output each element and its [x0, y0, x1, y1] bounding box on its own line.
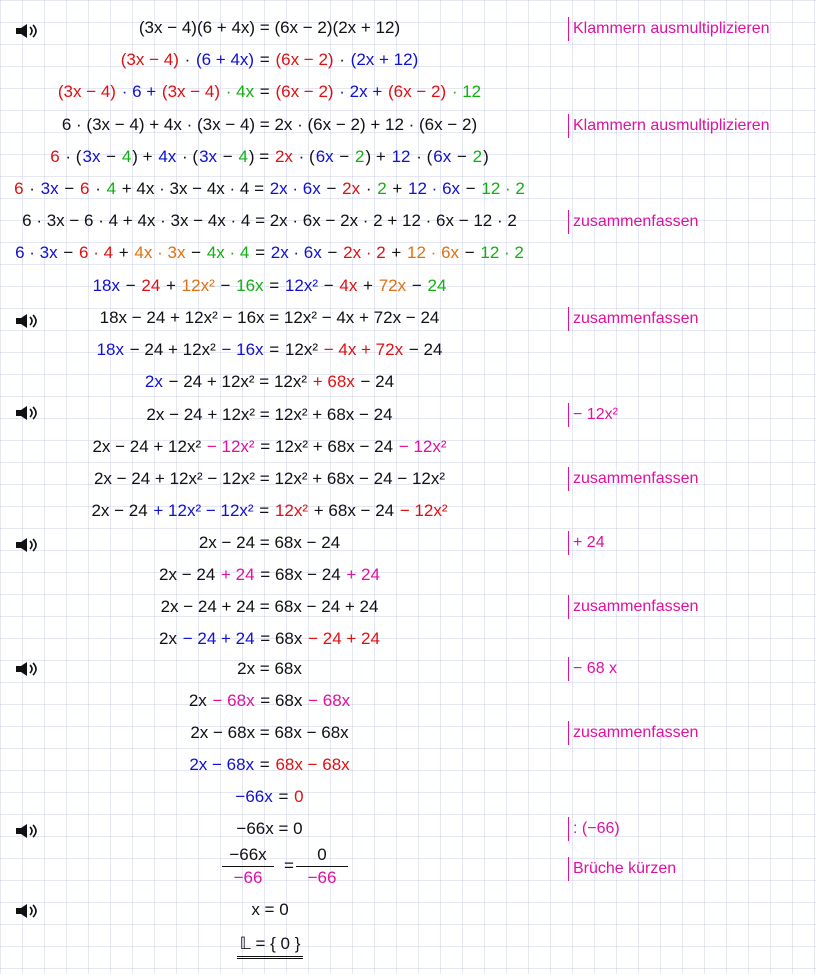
equation-term: 12 · 2: [481, 179, 525, 198]
equation-line: [0, 16, 540, 40]
equation-term: 12x²: [284, 276, 318, 295]
equation-term: · (: [411, 147, 433, 166]
equation-term: · (: [177, 147, 199, 166]
equation-term: 6: [50, 147, 60, 166]
equation-term: ·: [334, 50, 350, 69]
equation-term: − 4x + 72x: [318, 340, 404, 359]
equation-term: ) =: [248, 147, 274, 166]
equation-term: 16x: [236, 276, 264, 295]
equation-term: − 24: [355, 372, 395, 391]
equation-line: [0, 274, 540, 298]
equation-line: [0, 657, 540, 681]
equation-term: =: [255, 82, 275, 101]
equation-term: 2x: [342, 179, 361, 198]
speaker-icon[interactable]: [14, 902, 42, 920]
fraction-right-denominator: −66: [307, 868, 337, 887]
equation-term: 2x − 24: [91, 501, 153, 520]
equation-term: (2x + 12): [350, 50, 419, 69]
fraction-left: [218, 845, 278, 888]
equation-term: 2x · 6x: [270, 243, 322, 262]
speaker-icon[interactable]: [14, 312, 42, 330]
equation-term: 68x − 68x: [275, 755, 350, 774]
equation-term: 2x − 24: [159, 565, 221, 584]
note-divide: : (−66): [568, 817, 620, 841]
equation-term: + 68x − 24: [309, 501, 399, 520]
equation-term: = 68x: [255, 629, 308, 648]
equation-line: [0, 817, 540, 841]
equation-line: [0, 306, 540, 330]
equation-term: 6 · (3x − 4) + 4x · (3x − 4) = 2x · (6x − 2) + 12 · (6x − 2): [61, 115, 478, 134]
equation-term: −: [101, 147, 121, 166]
speaker-icon[interactable]: [14, 22, 42, 40]
equation-term: 3x: [199, 147, 218, 166]
equation-term: 2: [472, 147, 483, 166]
equation-term: 2x · 6x: [269, 179, 321, 198]
equation-term: +: [386, 243, 407, 262]
equation-term: 12x²: [284, 340, 318, 359]
equation-term: 6 · 3x: [15, 243, 58, 262]
equation-line: [0, 80, 540, 104]
equation-term: 24: [427, 276, 447, 295]
speaker-icon[interactable]: [14, 404, 42, 422]
fraction-right: [292, 845, 352, 888]
speaker-icon[interactable]: [14, 536, 42, 554]
equation-term: 72x: [378, 276, 407, 295]
equation-term: = 12x² + 68x − 24: [255, 437, 398, 456]
equation-term: ·: [90, 179, 106, 198]
fraction-left-numerator: −66x: [229, 845, 267, 864]
equation-term: − 12x²: [398, 437, 447, 456]
equation-term: · 2x +: [334, 82, 387, 101]
equation-term: ): [483, 147, 489, 166]
equation-term: + 24: [346, 565, 380, 584]
equation-line: [0, 689, 540, 713]
equation-term: − 68x: [212, 691, 255, 710]
note-zusammenfassen-3: zusammenfassen: [568, 467, 698, 491]
equation-term: 6: [80, 179, 90, 198]
equation-term: 0: [294, 787, 304, 806]
equation-term: 18x: [92, 276, 120, 295]
equation-term: = 68x: [255, 691, 308, 710]
equation-term: 2x · 2: [343, 243, 386, 262]
equation-term: 2x − 24 + 12x² = 12x² + 68x − 24: [146, 405, 393, 424]
equation-line: [0, 467, 540, 491]
equation-term: (6 + 4x): [195, 50, 255, 69]
equation-line: [0, 785, 540, 809]
equation-term: 2x: [159, 629, 182, 648]
equation-term: 2x − 24 + 12x²: [92, 437, 206, 456]
note-brueche-kuerzen: Brüche kürzen: [568, 857, 676, 881]
equation-term: (3x − 4)(6 + 4x) = (6x − 2)(2x + 12): [138, 18, 401, 37]
note-zusammenfassen-2: zusammenfassen: [568, 307, 698, 331]
equation-term: =: [254, 501, 274, 520]
equation-term: 2x: [188, 691, 212, 710]
equation-term: −: [215, 276, 236, 295]
equation-term: 18x − 24 + 12x² − 16x = 12x² − 4x + 72x − 24: [99, 308, 440, 327]
speaker-icon[interactable]: [14, 660, 42, 678]
equation-term: 4x: [339, 276, 358, 295]
note-zusammenfassen-1: zusammenfassen: [568, 210, 698, 234]
equation-term: − 24 + 12x² = 12x²: [163, 372, 312, 391]
equation-term: 6 · 4: [79, 243, 114, 262]
equation-term: 2: [355, 147, 365, 166]
equation-term: −: [321, 179, 342, 198]
equation-term: −: [322, 243, 343, 262]
equation-line: [0, 531, 540, 555]
equation-term: − 12x²: [399, 501, 448, 520]
fraction-right-numerator: 0: [317, 845, 327, 864]
equation-term: 12 · 2: [480, 243, 524, 262]
equation-term: 6x: [315, 147, 334, 166]
equation-term: 12x²: [181, 276, 215, 295]
equation-term: −: [452, 147, 472, 166]
equation-line: [0, 403, 540, 427]
equation-term: 4: [121, 147, 132, 166]
equation-term: · 12: [447, 82, 482, 101]
note-klammern-1: Klammern ausmultiplizieren: [568, 17, 770, 41]
equation-term: 4: [238, 147, 248, 166]
note-minus-12x2: − 12x²: [568, 403, 618, 427]
equation-term: +: [387, 179, 408, 198]
equation-term: − 12x²: [206, 437, 255, 456]
equation-term: 2x − 24 = 68x − 24: [198, 533, 341, 552]
equation-term: 6: [14, 179, 24, 198]
equation-term: +: [114, 243, 134, 262]
equation-term: (6x − 2): [275, 82, 334, 101]
equation-line: [0, 209, 540, 233]
equation-term: + 12x² − 12x²: [153, 501, 254, 520]
equation-term: − 68x: [308, 691, 351, 710]
equation-line: [0, 627, 540, 651]
equation-line: [0, 145, 540, 169]
equation-term: · (: [60, 147, 82, 166]
equation-term: −: [460, 243, 480, 262]
equation-term: (6x − 2): [388, 82, 447, 101]
equation-term: 4x · 3x: [134, 243, 186, 262]
speaker-icon[interactable]: [14, 822, 42, 840]
equation-term: 12x²: [274, 501, 309, 520]
equation-term: · (: [293, 147, 315, 166]
equation-term: =: [273, 787, 294, 806]
equation-term: 4: [106, 179, 117, 198]
equation-term: −: [334, 147, 355, 166]
equation-term: 18x: [96, 340, 125, 359]
equation-line: [0, 177, 540, 201]
equation-term: −: [59, 179, 80, 198]
equation-term: 6 · 3x − 6 · 4 + 4x · 3x − 4x · 4 = 2x · 6x − 2x · 2 + 12 · 6x − 12 · 2: [22, 211, 517, 230]
equation-term: −: [218, 147, 238, 166]
equation-term: −: [318, 276, 339, 295]
equation-line: [0, 563, 540, 587]
equation-term: · 4x: [221, 82, 255, 101]
note-plus-24: + 24: [568, 531, 605, 555]
equation-term: −66x = 0: [236, 819, 303, 838]
equation-term: 2x: [274, 147, 293, 166]
equation-term: 2: [377, 179, 387, 198]
equation-term: ·: [179, 50, 195, 69]
solution-set-text: 𝕃 = { 0 }: [237, 932, 304, 959]
equation-term: ·: [361, 179, 377, 198]
equation-term: +: [161, 276, 181, 295]
equation-term: + 24: [221, 565, 255, 584]
equation-line: [0, 595, 540, 619]
equation-term: 3x: [82, 147, 101, 166]
equation-term: 12: [391, 147, 411, 166]
equation-term: −: [407, 276, 427, 295]
equation-term: − 24: [404, 340, 443, 359]
result-line: x = 0: [251, 900, 289, 919]
fraction-equation: [0, 845, 540, 889]
equation-term: (3x − 4): [57, 82, 116, 101]
equation-term: 4x · 4: [206, 243, 250, 262]
equation-term: (3x − 4): [161, 82, 221, 101]
equation-term: ) +: [132, 147, 158, 166]
equation-line: [0, 338, 540, 362]
equation-term: =: [264, 340, 284, 359]
solution-set: [0, 932, 540, 956]
equation-term: =: [255, 755, 275, 774]
equation-term: ·: [24, 179, 40, 198]
equation-term: 12 · 6x: [407, 243, 460, 262]
equation-term: 6x: [433, 147, 452, 166]
equation-term: −: [186, 243, 206, 262]
equation-term: 4x: [158, 147, 177, 166]
note-zusammenfassen-4: zusammenfassen: [568, 595, 698, 619]
equation-term: + 68x: [312, 372, 355, 391]
equation-line: [0, 753, 540, 777]
equation-term: −: [58, 243, 79, 262]
equation-term: − 16x: [221, 340, 264, 359]
equation-term: =: [250, 243, 270, 262]
equation-term: +: [358, 276, 378, 295]
equation-term: =: [264, 276, 284, 295]
equation-term: 3x: [40, 179, 59, 198]
equation-term: = 68x − 24: [255, 565, 346, 584]
equation-term: 2x − 24 + 24 = 68x − 24 + 24: [160, 597, 379, 616]
equation-line: [0, 48, 540, 72]
equation-line: [0, 113, 540, 137]
equation-term: 2x − 68x: [189, 755, 255, 774]
equation-line: [0, 721, 540, 745]
equation-term: (3x − 4): [120, 50, 179, 69]
note-minus-68x: − 68 x: [568, 657, 617, 681]
equation-term: 12 · 6x: [408, 179, 461, 198]
equation-term: 2x: [144, 372, 163, 391]
equation-term: =: [255, 50, 275, 69]
equation-term: + 4x · 3x − 4x · 4 =: [117, 179, 269, 198]
equation-term: −66x: [235, 787, 273, 806]
fraction-left-denominator: −66: [233, 868, 263, 887]
equation-term: 24: [141, 276, 161, 295]
equation-term: − 24 + 12x²: [125, 340, 221, 359]
equation-term: −: [461, 179, 481, 198]
equation-line: [0, 241, 540, 265]
equation-term: (6x − 2): [275, 50, 334, 69]
note-klammern-2: Klammern ausmultiplizieren: [568, 114, 770, 138]
equation-line: [0, 499, 540, 523]
equation-term: 2x − 68x = 68x − 68x: [190, 723, 349, 742]
equation-line: [0, 435, 540, 459]
note-zusammenfassen-5: zusammenfassen: [568, 721, 698, 745]
equation-term: − 24 + 24: [182, 629, 255, 648]
equation-term: · 6 +: [116, 82, 161, 101]
equation-term: −: [120, 276, 141, 295]
equation-term: 2x − 24 + 12x² − 12x² = 12x² + 68x − 24 − 12x²: [93, 469, 446, 488]
equation-term: − 24 + 24: [308, 629, 380, 648]
equation-term: ) +: [365, 147, 391, 166]
fraction-equals: =: [284, 856, 294, 875]
equation-line: [0, 370, 540, 394]
equation-term: 2x = 68x: [237, 659, 302, 678]
